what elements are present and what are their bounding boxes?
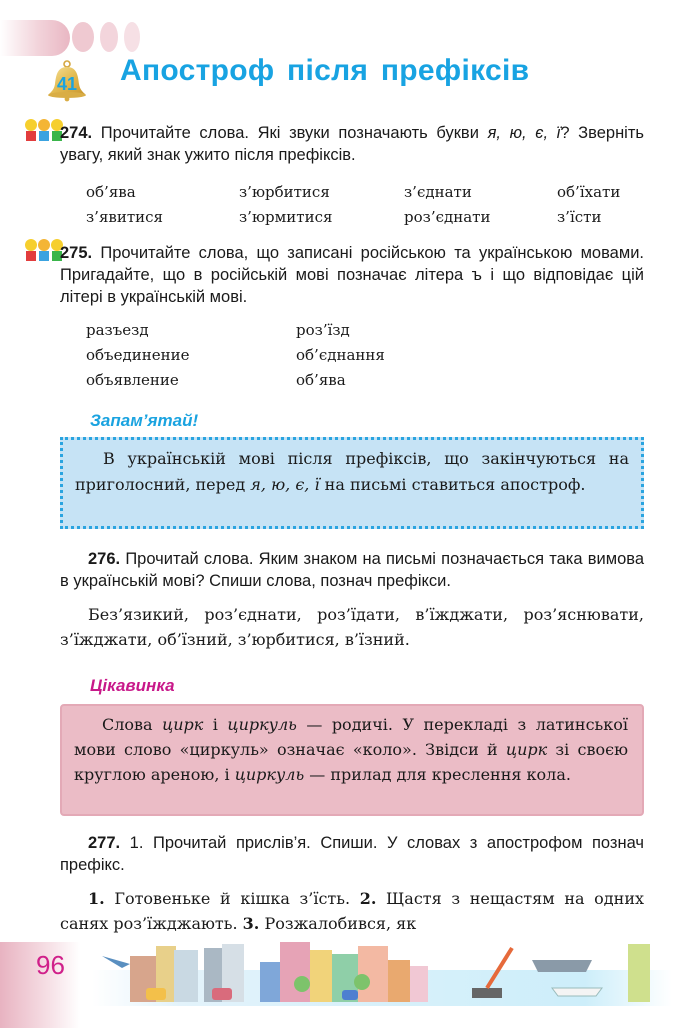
decorative-dot (100, 22, 118, 52)
decorative-header-bar (0, 20, 70, 56)
word: з’юрбитися (239, 183, 330, 201)
word-pair (86, 343, 656, 368)
word: з’єднати (404, 183, 472, 201)
ukrainian-word: об’ява (296, 371, 346, 389)
word: роз’єднати (404, 208, 491, 226)
task-276-words: Без’язикий, роз’єднати, роз’їдати, в’їжджати, роз’яснювати, з’їжджати, об’їзний, з’юрбитися, в’їзний. (60, 605, 644, 649)
task-277: 277. 1. Прочитай прислів’я. Спиши. У словах з апострофом познач префікс. (60, 834, 644, 874)
russian-word: разъезд (86, 321, 149, 339)
word-row (86, 180, 656, 205)
decorative-dot (72, 22, 94, 52)
word-row (86, 205, 656, 230)
task-274: 274. Прочитайте слова. Які звуки позначають букви я, ю, є, ї? Зверніть увагу, який знак ужито після префіксів. (60, 124, 644, 164)
cityscape-illustration (92, 942, 672, 1012)
task-277-proverbs: 1. Готовеньке й кішка з’їсть. 2. Щастя з нещастям на одних санях роз’їжджають. 3. Розжалобився, як (60, 889, 644, 933)
page-number: 96 (36, 950, 65, 980)
interesting-fact-box: Слова цирк і циркуль — родичі. У перекладі з латинської мови слово «циркуль» означає «коло». Звідси й цирк зі своєю круглою ареною, і циркуль — прилад для креслення кола. (60, 704, 644, 816)
ukrainian-word: роз’їзд (296, 321, 350, 339)
remember-rule-box: В українській мові після префіксів, що закінчуються на приголосний, перед я, ю, є, ї на письмі ставиться апостроф. (60, 437, 644, 529)
decorative-dot (124, 22, 140, 52)
interesting-fact-label: Цікавинка (90, 676, 175, 695)
task-275: 275. Прочитайте слова, що записані російською та українською мовами. Пригадайте, що в російській мові позначає літера ъ і що відповідає цій літері в українській мові. (60, 244, 644, 306)
lesson-bell-badge (47, 60, 87, 102)
russian-word: объявление (86, 371, 179, 389)
task-number: 275. (60, 244, 93, 262)
task-number: 276. (88, 550, 121, 568)
word: з’явитися (86, 208, 164, 226)
word-pair (86, 368, 656, 393)
task-275-word-pairs (86, 318, 656, 393)
lesson-number: 41 (56, 74, 78, 94)
task-number: 277. (88, 834, 121, 852)
russian-word: объединение (86, 346, 190, 364)
word: з’їсти (557, 208, 602, 226)
word: об’їхати (557, 183, 621, 201)
word: об’ява (86, 183, 136, 201)
page-title: Апостроф після префіксів (120, 54, 530, 87)
word: з’юрмитися (239, 208, 333, 226)
task-276: 276. Прочитай слова. Яким знаком на письмі позначається така вимова в українській мові? Спиши слова, познач префікси. (60, 550, 645, 590)
ukrainian-word: об’єднання (296, 346, 385, 364)
task-274-word-grid (86, 180, 656, 230)
remember-label: Запам’ятай! (90, 411, 199, 430)
word-pair (86, 318, 656, 343)
task-number: 274. (60, 124, 93, 142)
